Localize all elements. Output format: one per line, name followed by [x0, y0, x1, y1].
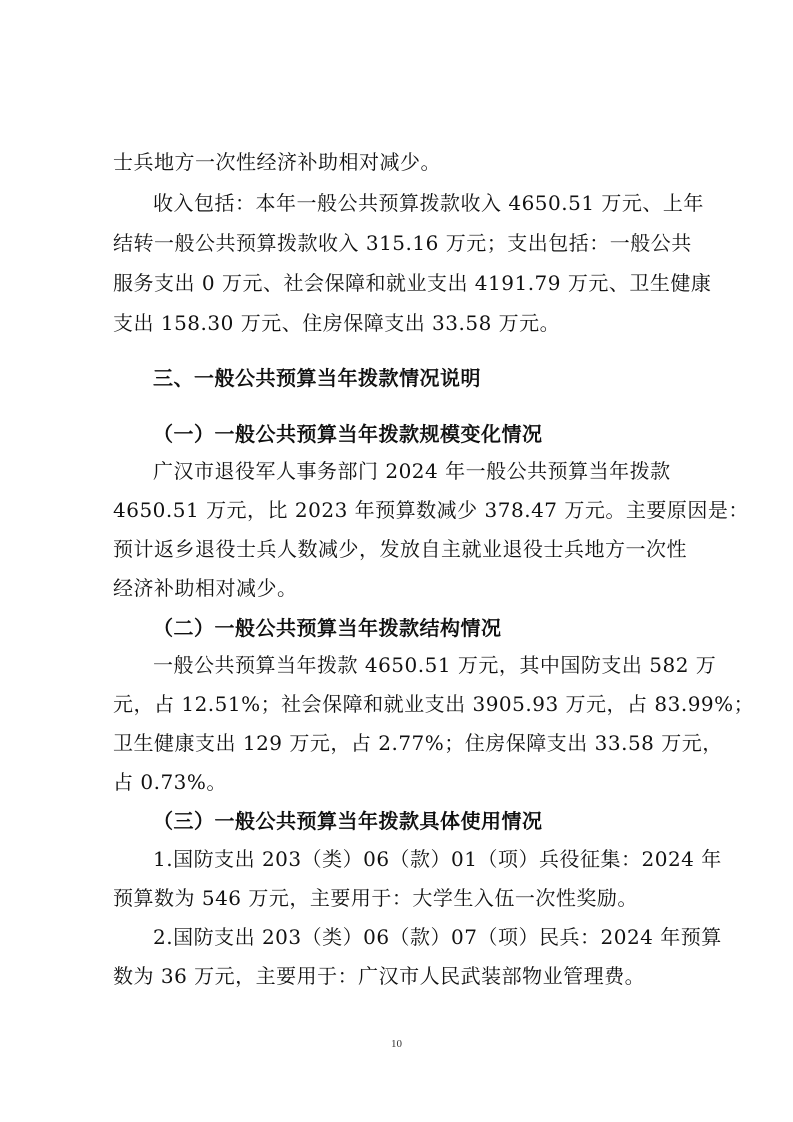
paragraph-line: 支出 158.30 万元、住房保障支出 33.58 万元。 [113, 311, 561, 335]
paragraph-line: 1.国防支出 203（类）06（款）01（项）兵役征集：2024 年 [153, 847, 722, 871]
paragraph-line: 元，占 12.51%；社会保障和就业支出 3905.93 万元，占 83.99%； [113, 692, 755, 716]
paragraph-line: 预算数为 546 万元，主要用于：大学生入伍一次性奖励。 [113, 886, 638, 910]
page-number: 10 [391, 1038, 402, 1050]
paragraph-line: 广汉市退役军人事务部门 2024 年一般公共预算当年拨款 [153, 459, 671, 483]
paragraph-line: 数为 36 万元，主要用于：广汉市人民武装部物业管理费。 [113, 964, 646, 988]
subsection-heading: （三）一般公共预算当年拨款具体使用情况 [153, 809, 543, 833]
paragraph-line: 卫生健康支出 129 万元，占 2.77%；住房保障支出 33.58 万元， [113, 731, 723, 755]
paragraph-line: 结转一般公共预算拨款收入 315.16 万元；支出包括：一般公共 [113, 231, 692, 255]
subsection-heading: （一）一般公共预算当年拨款规模变化情况 [153, 422, 543, 446]
section-heading: 三、一般公共预算当年拨款情况说明 [153, 366, 481, 390]
paragraph-line: 一般公共预算当年拨款 4650.51 万元，其中国防支出 582 万 [153, 653, 717, 677]
paragraph-line: 士兵地方一次性经济补助相对减少。 [113, 150, 441, 174]
paragraph-line: 2.国防支出 203（类）06（款）07（项）民兵：2024 年预算 [153, 925, 722, 949]
subsection-heading: （二）一般公共预算当年拨款结构情况 [153, 616, 502, 640]
paragraph-line: 经济补助相对减少。 [113, 576, 298, 600]
paragraph-line: 4650.51 万元，比 2023 年预算数减少 378.47 万元。主要原因是： [113, 498, 749, 522]
paragraph-line: 收入包括：本年一般公共预算拨款收入 4650.51 万元、上年 [153, 191, 704, 215]
paragraph-line: 服务支出 0 万元、社会保障和就业支出 4191.79 万元、卫生健康 [113, 271, 712, 295]
paragraph-line: 预计返乡退役士兵人数减少，发放自主就业退役士兵地方一次性 [113, 537, 687, 561]
paragraph-line: 占 0.73%。 [113, 770, 227, 794]
